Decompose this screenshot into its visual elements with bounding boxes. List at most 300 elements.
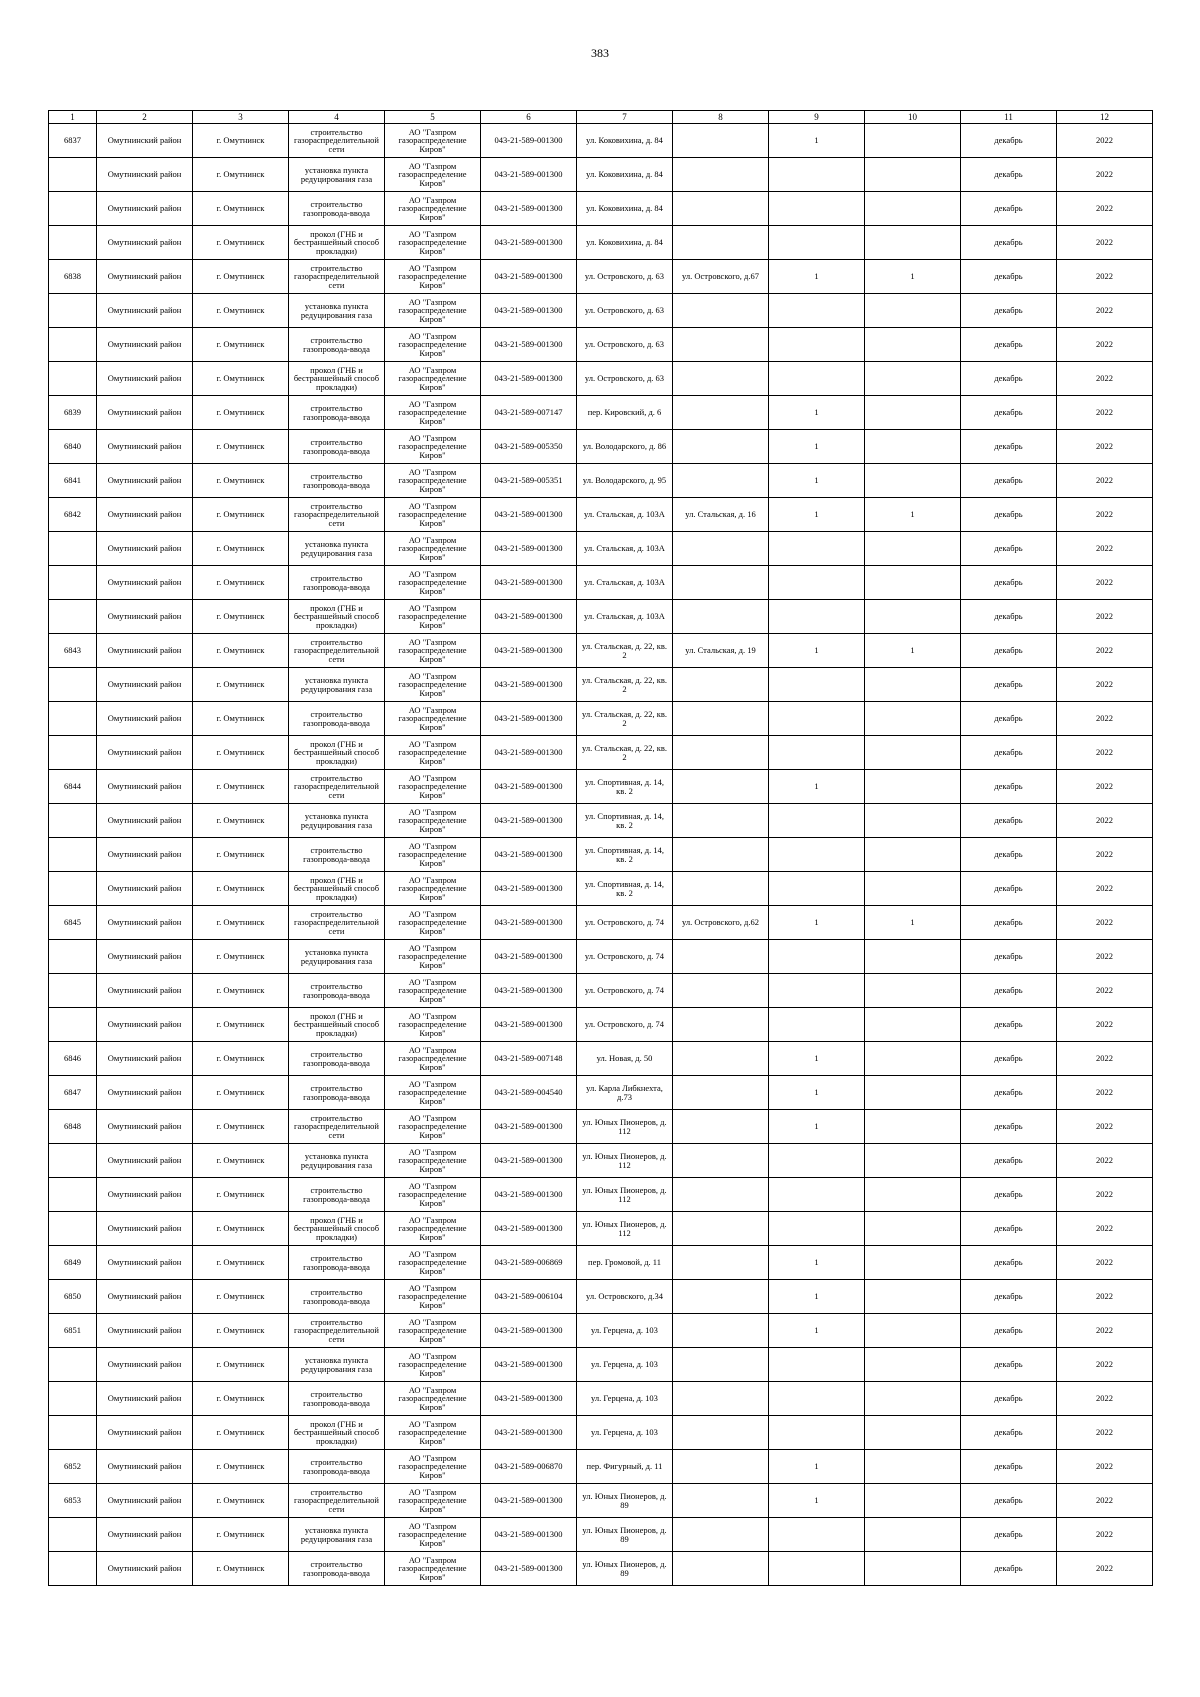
cell-row-number bbox=[49, 804, 97, 838]
cell-city: г. Омутнинск bbox=[193, 736, 289, 770]
cell-count-10 bbox=[865, 872, 961, 906]
cell-month: декабрь bbox=[961, 1552, 1057, 1586]
table-row bbox=[49, 736, 1153, 770]
cell-row-number: 6849 bbox=[49, 1246, 97, 1280]
cell-year: 2022 bbox=[1057, 1416, 1153, 1450]
cell-cadastral-code: 043-21-589-001300 bbox=[481, 770, 577, 804]
cell-city: г. Омутнинск bbox=[193, 1518, 289, 1552]
cell-organization: АО "Газпром газораспределение Киров" bbox=[385, 804, 481, 838]
cell-address: пер. Громовой, д. 11 bbox=[577, 1246, 673, 1280]
cell-count-10 bbox=[865, 1518, 961, 1552]
cell-month: декабрь bbox=[961, 498, 1057, 532]
cell-month: декабрь bbox=[961, 1042, 1057, 1076]
cell-city: г. Омутнинск bbox=[193, 1280, 289, 1314]
cell-district: Омутнинский район bbox=[97, 770, 193, 804]
cell-address: ул. Стальская, д. 22, кв. 2 bbox=[577, 736, 673, 770]
cell-address: ул. Стальская, д. 103А bbox=[577, 498, 673, 532]
cell-row-number bbox=[49, 1178, 97, 1212]
cell-count-10 bbox=[865, 430, 961, 464]
cell-year: 2022 bbox=[1057, 1008, 1153, 1042]
table-row bbox=[49, 498, 1153, 532]
cell-organization: АО "Газпром газораспределение Киров" bbox=[385, 1484, 481, 1518]
cell-organization: АО "Газпром газораспределение Киров" bbox=[385, 192, 481, 226]
cell-second-address bbox=[673, 294, 769, 328]
cell-work-type: установка пункта редуцирования газа bbox=[289, 532, 385, 566]
table-row bbox=[49, 1552, 1153, 1586]
table-row bbox=[49, 1280, 1153, 1314]
cell-second-address bbox=[673, 736, 769, 770]
cell-year: 2022 bbox=[1057, 430, 1153, 464]
cell-city: г. Омутнинск bbox=[193, 192, 289, 226]
cell-organization: АО "Газпром газораспределение Киров" bbox=[385, 1144, 481, 1178]
page-number: 383 bbox=[591, 46, 609, 60]
cell-second-address bbox=[673, 1518, 769, 1552]
cell-row-number: 6844 bbox=[49, 770, 97, 804]
cell-row-number bbox=[49, 974, 97, 1008]
cell-work-type: установка пункта редуцирования газа bbox=[289, 1518, 385, 1552]
cell-work-type: строительство газопровода-ввода bbox=[289, 396, 385, 430]
cell-row-number bbox=[49, 1008, 97, 1042]
cell-district: Омутнинский район bbox=[97, 396, 193, 430]
cell-cadastral-code: 043-21-589-001300 bbox=[481, 1008, 577, 1042]
cell-organization: АО "Газпром газораспределение Киров" bbox=[385, 668, 481, 702]
cell-cadastral-code: 043-21-589-006870 bbox=[481, 1450, 577, 1484]
cell-address: ул. Стальская, д. 22, кв. 2 bbox=[577, 668, 673, 702]
cell-district: Омутнинский район bbox=[97, 1518, 193, 1552]
cell-cadastral-code: 043-21-589-001300 bbox=[481, 362, 577, 396]
cell-month: декабрь bbox=[961, 1076, 1057, 1110]
cell-organization: АО "Газпром газораспределение Киров" bbox=[385, 872, 481, 906]
cell-cadastral-code: 043-21-589-001300 bbox=[481, 668, 577, 702]
cell-year: 2022 bbox=[1057, 634, 1153, 668]
cell-year: 2022 bbox=[1057, 1348, 1153, 1382]
table-row bbox=[49, 1314, 1153, 1348]
cell-work-type: прокол (ГНБ и бестраншейный способ прокладки) bbox=[289, 736, 385, 770]
table-row bbox=[49, 1178, 1153, 1212]
cell-city: г. Омутнинск bbox=[193, 532, 289, 566]
cell-year: 2022 bbox=[1057, 1450, 1153, 1484]
cell-work-type: строительство газораспределительной сети bbox=[289, 1314, 385, 1348]
cell-row-number bbox=[49, 158, 97, 192]
cell-count-9 bbox=[769, 872, 865, 906]
column-header-9: 9 bbox=[769, 111, 865, 124]
cell-address: ул. Спортивная, д. 14, кв. 2 bbox=[577, 770, 673, 804]
cell-count-9: 1 bbox=[769, 1076, 865, 1110]
cell-work-type: строительство газопровода-ввода bbox=[289, 430, 385, 464]
table-row bbox=[49, 328, 1153, 362]
cell-city: г. Омутнинск bbox=[193, 1178, 289, 1212]
cell-cadastral-code: 043-21-589-001300 bbox=[481, 158, 577, 192]
cell-organization: АО "Газпром газораспределение Киров" bbox=[385, 600, 481, 634]
cell-city: г. Омутнинск bbox=[193, 872, 289, 906]
cell-row-number bbox=[49, 872, 97, 906]
cell-second-address bbox=[673, 430, 769, 464]
cell-cadastral-code: 043-21-589-001300 bbox=[481, 1314, 577, 1348]
cell-address: ул. Юных Пионеров, д. 112 bbox=[577, 1212, 673, 1246]
table-row bbox=[49, 1416, 1153, 1450]
cell-cadastral-code: 043-21-589-004540 bbox=[481, 1076, 577, 1110]
cell-month: декабрь bbox=[961, 1348, 1057, 1382]
cell-year: 2022 bbox=[1057, 600, 1153, 634]
cell-address: ул. Островского, д.34 bbox=[577, 1280, 673, 1314]
cell-cadastral-code: 043-21-589-001300 bbox=[481, 736, 577, 770]
cell-second-address bbox=[673, 464, 769, 498]
cell-address: ул. Юных Пионеров, д. 89 bbox=[577, 1552, 673, 1586]
cell-cadastral-code: 043-21-589-001300 bbox=[481, 974, 577, 1008]
cell-organization: АО "Газпром газораспределение Киров" bbox=[385, 362, 481, 396]
cell-count-10 bbox=[865, 1144, 961, 1178]
cell-address: ул. Стальская, д. 22, кв. 2 bbox=[577, 634, 673, 668]
cell-count-9: 1 bbox=[769, 1042, 865, 1076]
cell-second-address bbox=[673, 872, 769, 906]
cell-city: г. Омутнинск bbox=[193, 1416, 289, 1450]
cell-organization: АО "Газпром газораспределение Киров" bbox=[385, 1110, 481, 1144]
table-row bbox=[49, 430, 1153, 464]
cell-address: ул. Стальская, д. 22, кв. 2 bbox=[577, 702, 673, 736]
cell-district: Омутнинский район bbox=[97, 1144, 193, 1178]
cell-city: г. Омутнинск bbox=[193, 940, 289, 974]
cell-second-address bbox=[673, 1042, 769, 1076]
column-header-5: 5 bbox=[385, 111, 481, 124]
cell-work-type: строительство газопровода-ввода bbox=[289, 566, 385, 600]
cell-cadastral-code: 043-21-589-001300 bbox=[481, 1484, 577, 1518]
cell-second-address bbox=[673, 1178, 769, 1212]
cell-row-number bbox=[49, 736, 97, 770]
cell-work-type: прокол (ГНБ и бестраншейный способ прокладки) bbox=[289, 1212, 385, 1246]
cell-count-9 bbox=[769, 1518, 865, 1552]
cell-month: декабрь bbox=[961, 804, 1057, 838]
cell-district: Омутнинский район bbox=[97, 872, 193, 906]
cell-cadastral-code: 043-21-589-001300 bbox=[481, 906, 577, 940]
cell-count-9 bbox=[769, 1212, 865, 1246]
cell-year: 2022 bbox=[1057, 1110, 1153, 1144]
cell-address: ул. Островского, д. 74 bbox=[577, 1008, 673, 1042]
table-header bbox=[49, 111, 1153, 124]
cell-month: декабрь bbox=[961, 430, 1057, 464]
cell-city: г. Омутнинск bbox=[193, 1076, 289, 1110]
cell-count-10: 1 bbox=[865, 260, 961, 294]
cell-organization: АО "Газпром газораспределение Киров" bbox=[385, 940, 481, 974]
cell-row-number: 6852 bbox=[49, 1450, 97, 1484]
cell-year: 2022 bbox=[1057, 1314, 1153, 1348]
cell-organization: АО "Газпром газораспределение Киров" bbox=[385, 226, 481, 260]
cell-address: ул. Спортивная, д. 14, кв. 2 bbox=[577, 838, 673, 872]
table-row bbox=[49, 294, 1153, 328]
cell-city: г. Омутнинск bbox=[193, 702, 289, 736]
cell-city: г. Омутнинск bbox=[193, 974, 289, 1008]
cell-month: декабрь bbox=[961, 362, 1057, 396]
cell-count-10 bbox=[865, 1484, 961, 1518]
cell-count-10 bbox=[865, 124, 961, 158]
cell-row-number bbox=[49, 328, 97, 362]
cell-year: 2022 bbox=[1057, 1246, 1153, 1280]
cell-count-10: 1 bbox=[865, 906, 961, 940]
cell-year: 2022 bbox=[1057, 668, 1153, 702]
cell-count-9 bbox=[769, 158, 865, 192]
cell-work-type: строительство газопровода-ввода bbox=[289, 702, 385, 736]
cell-count-9 bbox=[769, 940, 865, 974]
cell-district: Омутнинский район bbox=[97, 260, 193, 294]
cell-row-number bbox=[49, 192, 97, 226]
cell-year: 2022 bbox=[1057, 872, 1153, 906]
cell-row-number: 6842 bbox=[49, 498, 97, 532]
cell-second-address bbox=[673, 770, 769, 804]
cell-count-10 bbox=[865, 1246, 961, 1280]
cell-second-address bbox=[673, 1314, 769, 1348]
cell-cadastral-code: 043-21-589-001300 bbox=[481, 1382, 577, 1416]
cell-cadastral-code: 043-21-589-001300 bbox=[481, 804, 577, 838]
cell-count-9: 1 bbox=[769, 1110, 865, 1144]
cell-organization: АО "Газпром газораспределение Киров" bbox=[385, 1280, 481, 1314]
table-row bbox=[49, 532, 1153, 566]
cell-count-10 bbox=[865, 1178, 961, 1212]
table-row bbox=[49, 906, 1153, 940]
cell-work-type: строительство газораспределительной сети bbox=[289, 260, 385, 294]
cell-count-9: 1 bbox=[769, 498, 865, 532]
cell-count-10 bbox=[865, 532, 961, 566]
cell-cadastral-code: 043-21-589-005351 bbox=[481, 464, 577, 498]
cell-district: Омутнинский район bbox=[97, 1042, 193, 1076]
cell-organization: АО "Газпром газораспределение Киров" bbox=[385, 1246, 481, 1280]
cell-row-number bbox=[49, 226, 97, 260]
cell-organization: АО "Газпром газораспределение Киров" bbox=[385, 328, 481, 362]
cell-city: г. Омутнинск bbox=[193, 1484, 289, 1518]
cell-count-10 bbox=[865, 1110, 961, 1144]
cell-organization: АО "Газпром газораспределение Киров" bbox=[385, 838, 481, 872]
cell-month: декабрь bbox=[961, 906, 1057, 940]
cell-address: ул. Спортивная, д. 14, кв. 2 bbox=[577, 872, 673, 906]
cell-organization: АО "Газпром газораспределение Киров" bbox=[385, 1212, 481, 1246]
cell-cadastral-code: 043-21-589-001300 bbox=[481, 600, 577, 634]
cell-second-address bbox=[673, 1008, 769, 1042]
cell-city: г. Омутнинск bbox=[193, 498, 289, 532]
cell-organization: АО "Газпром газораспределение Киров" bbox=[385, 1008, 481, 1042]
cell-organization: АО "Газпром газораспределение Киров" bbox=[385, 974, 481, 1008]
cell-cadastral-code: 043-21-589-001300 bbox=[481, 940, 577, 974]
cell-city: г. Омутнинск bbox=[193, 566, 289, 600]
table-row bbox=[49, 158, 1153, 192]
cell-cadastral-code: 043-21-589-001300 bbox=[481, 1144, 577, 1178]
cell-address: ул. Коковихина, д. 84 bbox=[577, 226, 673, 260]
cell-city: г. Омутнинск bbox=[193, 1552, 289, 1586]
cell-count-9: 1 bbox=[769, 396, 865, 430]
cell-second-address: ул. Островского, д.62 bbox=[673, 906, 769, 940]
cell-count-9: 1 bbox=[769, 1314, 865, 1348]
cell-district: Омутнинский район bbox=[97, 1552, 193, 1586]
cell-address: ул. Юных Пионеров, д. 112 bbox=[577, 1110, 673, 1144]
cell-city: г. Омутнинск bbox=[193, 1246, 289, 1280]
cell-city: г. Омутнинск bbox=[193, 328, 289, 362]
cell-second-address bbox=[673, 158, 769, 192]
cell-year: 2022 bbox=[1057, 1382, 1153, 1416]
cell-count-10 bbox=[865, 192, 961, 226]
cell-month: декабрь bbox=[961, 702, 1057, 736]
cell-district: Омутнинский район bbox=[97, 838, 193, 872]
cell-district: Омутнинский район bbox=[97, 430, 193, 464]
cell-organization: АО "Газпром газораспределение Киров" bbox=[385, 124, 481, 158]
cell-year: 2022 bbox=[1057, 294, 1153, 328]
cell-year: 2022 bbox=[1057, 328, 1153, 362]
cell-work-type: строительство газопровода-ввода bbox=[289, 1280, 385, 1314]
cell-year: 2022 bbox=[1057, 532, 1153, 566]
cell-count-10 bbox=[865, 294, 961, 328]
cell-year: 2022 bbox=[1057, 396, 1153, 430]
column-header-8: 8 bbox=[673, 111, 769, 124]
cell-address: ул. Герцена, д. 103 bbox=[577, 1382, 673, 1416]
cell-count-10 bbox=[865, 940, 961, 974]
cell-month: декабрь bbox=[961, 1314, 1057, 1348]
cell-cadastral-code: 043-21-589-001300 bbox=[481, 566, 577, 600]
cell-work-type: строительство газопровода-ввода bbox=[289, 1450, 385, 1484]
cell-cadastral-code: 043-21-589-001300 bbox=[481, 124, 577, 158]
cell-address: ул. Юных Пионеров, д. 89 bbox=[577, 1484, 673, 1518]
cell-address: ул. Карла Либкнехта, д.73 bbox=[577, 1076, 673, 1110]
cell-second-address bbox=[673, 1552, 769, 1586]
cell-district: Омутнинский район bbox=[97, 1110, 193, 1144]
cell-month: декабрь bbox=[961, 1450, 1057, 1484]
cell-month: декабрь bbox=[961, 974, 1057, 1008]
cell-district: Омутнинский район bbox=[97, 940, 193, 974]
cell-district: Омутнинский район bbox=[97, 634, 193, 668]
cell-organization: АО "Газпром газораспределение Киров" bbox=[385, 1382, 481, 1416]
cell-month: декабрь bbox=[961, 736, 1057, 770]
cell-count-9: 1 bbox=[769, 124, 865, 158]
cell-work-type: строительство газораспределительной сети bbox=[289, 634, 385, 668]
cell-row-number: 6845 bbox=[49, 906, 97, 940]
cell-city: г. Омутнинск bbox=[193, 1314, 289, 1348]
cell-address: ул. Островского, д. 74 bbox=[577, 940, 673, 974]
cell-district: Омутнинский район bbox=[97, 736, 193, 770]
cell-second-address bbox=[673, 532, 769, 566]
cell-month: декабрь bbox=[961, 1110, 1057, 1144]
cell-count-9 bbox=[769, 974, 865, 1008]
cell-count-9 bbox=[769, 804, 865, 838]
cell-count-10 bbox=[865, 600, 961, 634]
cell-organization: АО "Газпром газораспределение Киров" bbox=[385, 634, 481, 668]
cell-city: г. Омутнинск bbox=[193, 124, 289, 158]
cell-month: декабрь bbox=[961, 1518, 1057, 1552]
cell-month: декабрь bbox=[961, 668, 1057, 702]
table-row bbox=[49, 1144, 1153, 1178]
cell-district: Омутнинский район bbox=[97, 1076, 193, 1110]
cell-cadastral-code: 043-21-589-007148 bbox=[481, 1042, 577, 1076]
cell-count-9: 1 bbox=[769, 770, 865, 804]
cell-city: г. Омутнинск bbox=[193, 396, 289, 430]
cell-month: декабрь bbox=[961, 940, 1057, 974]
cell-count-10 bbox=[865, 974, 961, 1008]
cell-month: декабрь bbox=[961, 532, 1057, 566]
table-row bbox=[49, 1246, 1153, 1280]
table-row bbox=[49, 1484, 1153, 1518]
cell-second-address bbox=[673, 396, 769, 430]
cell-work-type: прокол (ГНБ и бестраншейный способ прокладки) bbox=[289, 1008, 385, 1042]
cell-cadastral-code: 043-21-589-001300 bbox=[481, 532, 577, 566]
cell-organization: АО "Газпром газораспределение Киров" bbox=[385, 260, 481, 294]
cell-city: г. Омутнинск bbox=[193, 226, 289, 260]
cell-city: г. Омутнинск bbox=[193, 1144, 289, 1178]
cell-count-9: 1 bbox=[769, 464, 865, 498]
cell-address: ул. Островского, д. 74 bbox=[577, 974, 673, 1008]
cell-row-number bbox=[49, 940, 97, 974]
cell-address: ул. Коковихина, д. 84 bbox=[577, 192, 673, 226]
cell-row-number: 6847 bbox=[49, 1076, 97, 1110]
cell-cadastral-code: 043-21-589-001300 bbox=[481, 1110, 577, 1144]
cell-city: г. Омутнинск bbox=[193, 1348, 289, 1382]
table-row bbox=[49, 1076, 1153, 1110]
cell-city: г. Омутнинск bbox=[193, 430, 289, 464]
cell-city: г. Омутнинск bbox=[193, 1042, 289, 1076]
cell-city: г. Омутнинск bbox=[193, 1212, 289, 1246]
cell-cadastral-code: 043-21-589-001300 bbox=[481, 260, 577, 294]
table-row bbox=[49, 838, 1153, 872]
cell-work-type: прокол (ГНБ и бестраншейный способ прокладки) bbox=[289, 600, 385, 634]
column-header-1: 1 bbox=[49, 111, 97, 124]
cell-row-number: 6846 bbox=[49, 1042, 97, 1076]
cell-month: декабрь bbox=[961, 124, 1057, 158]
header-row bbox=[49, 111, 1153, 124]
cell-count-9 bbox=[769, 1178, 865, 1212]
cell-cadastral-code: 043-21-589-001300 bbox=[481, 328, 577, 362]
cell-second-address bbox=[673, 1348, 769, 1382]
cell-city: г. Омутнинск bbox=[193, 158, 289, 192]
cell-row-number: 6848 bbox=[49, 1110, 97, 1144]
cell-year: 2022 bbox=[1057, 158, 1153, 192]
cell-second-address bbox=[673, 1382, 769, 1416]
cell-address: ул. Коковихина, д. 84 bbox=[577, 158, 673, 192]
column-header-3: 3 bbox=[193, 111, 289, 124]
cell-district: Омутнинский район bbox=[97, 1246, 193, 1280]
cell-second-address bbox=[673, 1144, 769, 1178]
cell-work-type: строительство газопровода-ввода bbox=[289, 192, 385, 226]
cell-organization: АО "Газпром газораспределение Киров" bbox=[385, 1076, 481, 1110]
cell-district: Омутнинский район bbox=[97, 226, 193, 260]
cell-organization: АО "Газпром газораспределение Киров" bbox=[385, 294, 481, 328]
cell-district: Омутнинский район bbox=[97, 1280, 193, 1314]
cell-district: Омутнинский район bbox=[97, 158, 193, 192]
cell-work-type: строительство газораспределительной сети bbox=[289, 124, 385, 158]
cell-row-number bbox=[49, 532, 97, 566]
cell-work-type: строительство газораспределительной сети bbox=[289, 498, 385, 532]
table-row bbox=[49, 1382, 1153, 1416]
cell-count-10 bbox=[865, 464, 961, 498]
cell-organization: АО "Газпром газораспределение Киров" bbox=[385, 1450, 481, 1484]
cell-organization: АО "Газпром газораспределение Киров" bbox=[385, 906, 481, 940]
cell-work-type: строительство газопровода-ввода bbox=[289, 1076, 385, 1110]
cell-month: декабрь bbox=[961, 192, 1057, 226]
cell-organization: АО "Газпром газораспределение Киров" bbox=[385, 1178, 481, 1212]
cell-address: ул. Юных Пионеров, д. 89 bbox=[577, 1518, 673, 1552]
cell-work-type: установка пункта редуцирования газа bbox=[289, 1348, 385, 1382]
table-row bbox=[49, 770, 1153, 804]
cell-second-address bbox=[673, 838, 769, 872]
cell-month: декабрь bbox=[961, 600, 1057, 634]
gasification-table bbox=[48, 110, 1153, 1586]
cell-district: Омутнинский район bbox=[97, 702, 193, 736]
cell-month: декабрь bbox=[961, 1416, 1057, 1450]
cell-count-10 bbox=[865, 566, 961, 600]
cell-organization: АО "Газпром газораспределение Киров" bbox=[385, 158, 481, 192]
cell-row-number bbox=[49, 1348, 97, 1382]
table-row bbox=[49, 1212, 1153, 1246]
cell-month: декабрь bbox=[961, 158, 1057, 192]
cell-cadastral-code: 043-21-589-001300 bbox=[481, 294, 577, 328]
cell-second-address: ул. Стальская, д. 16 bbox=[673, 498, 769, 532]
cell-count-9 bbox=[769, 838, 865, 872]
cell-address: ул. Островского, д. 63 bbox=[577, 328, 673, 362]
cell-cadastral-code: 043-21-589-001300 bbox=[481, 702, 577, 736]
cell-year: 2022 bbox=[1057, 1280, 1153, 1314]
cell-year: 2022 bbox=[1057, 260, 1153, 294]
